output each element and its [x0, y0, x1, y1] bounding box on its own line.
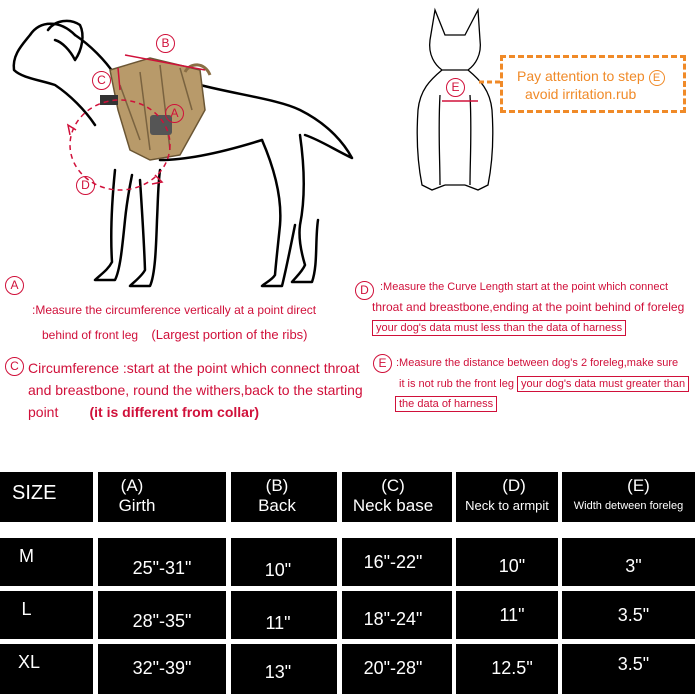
row-m-armpit: 10": [456, 538, 558, 586]
row-l-armpit: 11": [456, 591, 558, 639]
note-e-box2: the data of harness: [395, 396, 497, 412]
row-m-foreleg: 3": [562, 538, 695, 586]
row-m-back: 10": [231, 538, 337, 586]
header-width-foreleg: (E) Width detween foreleg: [562, 472, 695, 522]
row-xl-back: 13": [231, 644, 337, 694]
note-a-line1: :Measure the circumference vertically at a point direct: [32, 303, 317, 317]
note-e-badge: E: [373, 354, 392, 373]
note-d-box: your dog's data must less than the data of harness: [372, 320, 626, 336]
note-d-line1: :Measure the Curve Length start at the point which connect: [380, 281, 668, 293]
dog-side-diagram: [0, 0, 380, 300]
row-l-foreleg: 3.5": [562, 591, 695, 639]
label-a: A: [165, 104, 184, 123]
note-e-line2: it is not rub the front leg your dog's data must greater than: [399, 376, 689, 392]
note-c-line3: point (it is different from collar): [28, 404, 260, 420]
note-a-line2: behind of front leg (Largest portion of the ribs): [42, 327, 308, 342]
row-xl-neck: 20"-28": [342, 644, 452, 694]
header-size: SIZE: [0, 472, 93, 522]
row-xl-girth: 32"-39": [98, 644, 226, 694]
note-c-line1: Circumference :start at the point which connect throat: [28, 360, 360, 376]
callout-line1: Pay attention to step: [517, 68, 645, 84]
row-m-girth: 25"-31": [98, 538, 226, 586]
row-xl-armpit: 12.5": [456, 644, 558, 694]
row-m-size: M: [0, 538, 93, 586]
row-l-size: L: [0, 591, 93, 639]
row-l-girth: 28"-35": [98, 591, 226, 639]
measure-e-line: [440, 96, 480, 106]
note-e-line1: :Measure the distance between dog's 2 foreleg,make sure: [396, 357, 679, 369]
row-xl-size: XL: [0, 644, 93, 694]
note-a-badge: A: [5, 276, 24, 295]
header-neck-base: (C) Neck base: [342, 472, 452, 522]
header-neck-armpit: (D) Neck to armpit: [456, 472, 558, 522]
callout-badge: E: [649, 70, 665, 86]
header-back: (B) Back: [231, 472, 337, 522]
note-c-badge: C: [5, 357, 24, 376]
label-d: D: [76, 176, 95, 195]
row-l-neck: 18"-24": [342, 591, 452, 639]
callout-line2: avoid irritation.rub: [525, 86, 637, 102]
row-m-neck: 16"-22": [342, 538, 452, 586]
label-e: E: [446, 78, 465, 97]
header-girth: (A) Girth: [98, 472, 226, 522]
row-xl-foreleg: 3.5": [562, 644, 695, 694]
callout-arrow: [474, 74, 502, 90]
note-c-line2: and breastbone, round the withers,back to the starting: [28, 382, 363, 398]
harness-illustration: [100, 58, 210, 160]
attention-callout: [500, 55, 686, 113]
note-d-line2: throat and breastbone,ending at the point behind of foreleg: [372, 300, 685, 314]
note-d-badge: D: [355, 281, 374, 300]
label-b: B: [156, 34, 175, 53]
row-l-back: 11": [231, 591, 337, 639]
label-c: C: [92, 71, 111, 90]
